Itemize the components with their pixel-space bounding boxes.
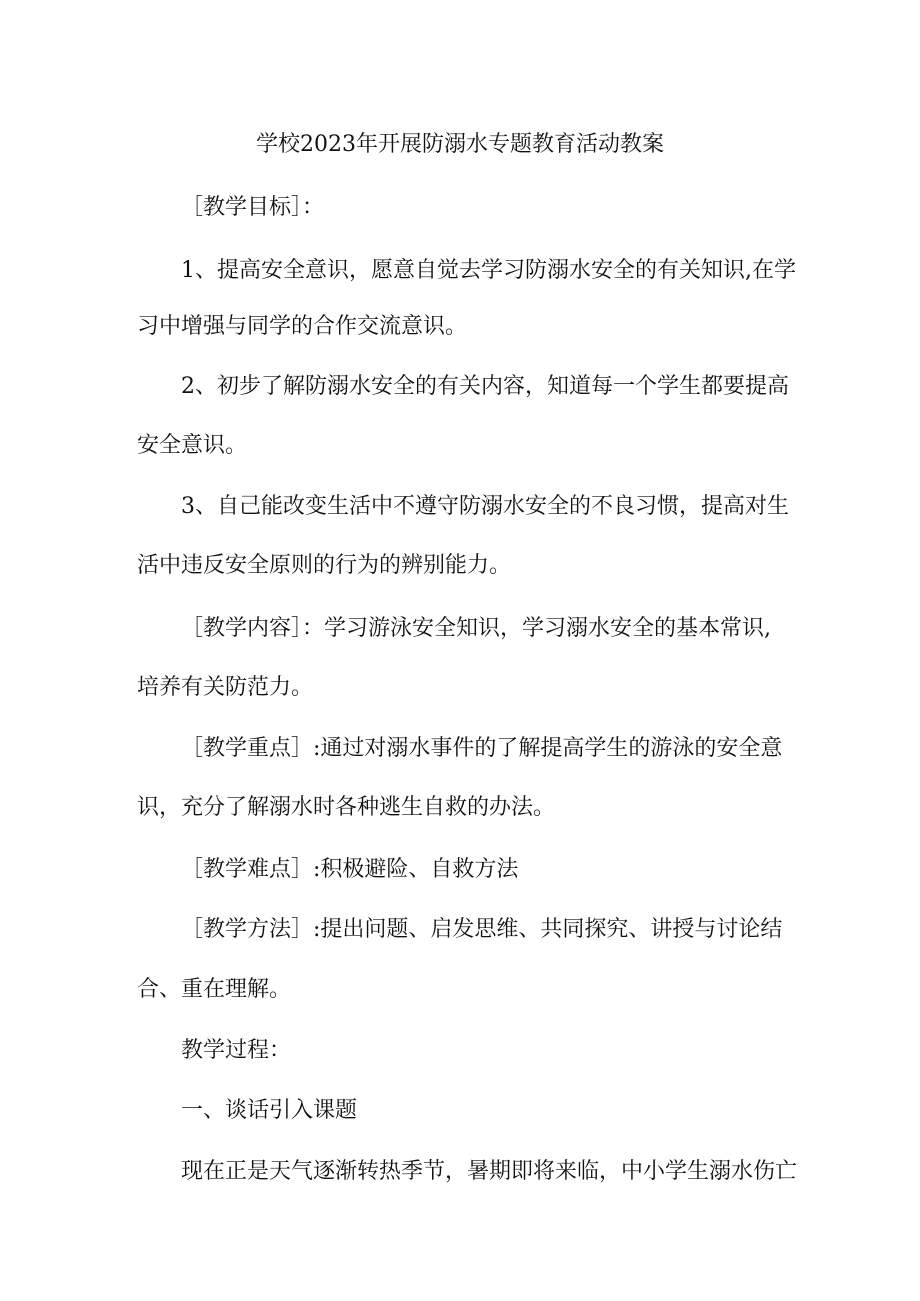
goal-2-line-1: 2、初步了解防溺水安全的有关内容，知道每一个学生都要提高: [181, 374, 789, 399]
document-title: 学校2023年开展防溺水专题教育活动教案: [256, 132, 664, 157]
teaching-focus-line-2: 识，充分了解溺水时各种逃生自救的办法。: [137, 795, 556, 820]
goal-2-line-2: 安全意识。: [137, 433, 248, 458]
teaching-difficulty-line: ［教学难点］:积极避险、自救方法: [181, 857, 519, 882]
teaching-process-heading: 教学过程：: [181, 1038, 292, 1063]
goal-3-line-2: 活中违反安全原则的行为的辨别能力。: [137, 553, 512, 578]
teaching-method-line-2: 合、重在理解。: [137, 977, 292, 1002]
section-one-heading: 一、谈话引入课题: [181, 1098, 358, 1123]
teaching-content-line-1: ［教学内容］：学习游泳安全知识，学习溺水安全的基本常识,: [181, 616, 771, 641]
body-paragraph-line-1: 现在正是天气逐渐转热季节，暑期即将来临，中小学生溺水伤亡: [181, 1159, 798, 1184]
teaching-focus-line-1: ［教学重点］:通过对溺水事件的了解提高学生的游泳的安全意: [181, 736, 783, 761]
section-teaching-goals-heading: ［教学目标］：: [181, 195, 325, 220]
teaching-method-line-1: ［教学方法］:提出问题、启发思维、共同探究、讲授与讨论结: [181, 917, 783, 942]
goal-3-line-1: 3、自己能改变生活中不遵守防溺水安全的不良习惯，提高对生: [181, 494, 789, 519]
teaching-content-line-2: 培养有关防范力。: [137, 675, 314, 700]
goal-1-line-1: 1、提高安全意识，愿意自觉去学习防溺水安全的有关知识,在学: [181, 258, 796, 283]
goal-1-line-2: 习中增强与同学的合作交流意识。: [137, 314, 468, 339]
